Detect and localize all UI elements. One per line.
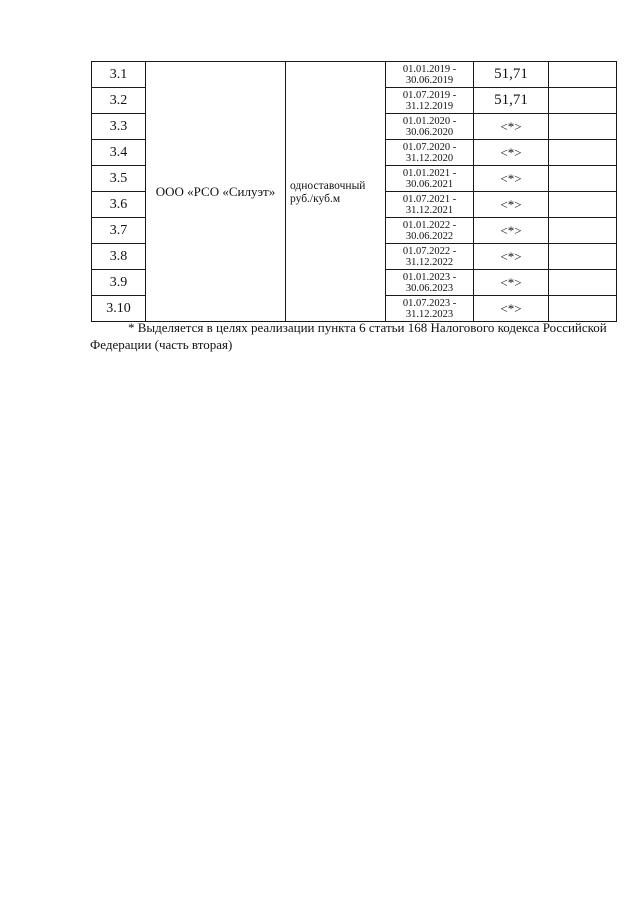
period-cell: 01.07.2019 - 31.12.2019 — [386, 88, 474, 114]
empty-cell — [549, 244, 617, 270]
empty-cell — [549, 218, 617, 244]
tariff-value: <*> — [474, 296, 549, 322]
tariff-value: 51,71 — [474, 62, 549, 88]
tariff-value: <*> — [474, 114, 549, 140]
row-number: 3.9 — [92, 270, 146, 296]
tariff-value: <*> — [474, 192, 549, 218]
row-number: 3.1 — [92, 62, 146, 88]
empty-cell — [549, 296, 617, 322]
empty-cell — [549, 114, 617, 140]
row-number: 3.2 — [92, 88, 146, 114]
tariff-value: 51,71 — [474, 88, 549, 114]
period-cell: 01.01.2022 - 30.06.2022 — [386, 218, 474, 244]
period-cell: 01.07.2020 - 31.12.2020 — [386, 140, 474, 166]
period-cell: 01.07.2022 - 31.12.2022 — [386, 244, 474, 270]
tariff-table — [91, 61, 617, 322]
empty-cell — [549, 192, 617, 218]
row-number: 3.3 — [92, 114, 146, 140]
period-cell: 01.01.2021 - 30.06.2021 — [386, 166, 474, 192]
period-cell: 01.07.2021 - 31.12.2021 — [386, 192, 474, 218]
row-number: 3.6 — [92, 192, 146, 218]
period-cell: 01.01.2020 - 30.06.2020 — [386, 114, 474, 140]
empty-cell — [549, 62, 617, 88]
period-cell: 01.07.2023 - 31.12.2023 — [386, 296, 474, 322]
empty-cell — [549, 88, 617, 114]
row-number: 3.5 — [92, 166, 146, 192]
table-row — [92, 62, 617, 88]
tariff-value: <*> — [474, 270, 549, 296]
tariff-value: <*> — [474, 166, 549, 192]
row-number: 3.4 — [92, 140, 146, 166]
footnote: * Выделяется в целях реализации пункта 6 статьи 168 Налогового кодекса Российской Федерации (часть вторая) — [90, 320, 607, 352]
tariff-value: <*> — [474, 244, 549, 270]
empty-cell — [549, 166, 617, 192]
organization-name: ООО «РСО «Силуэт» — [146, 62, 286, 322]
tariff-value: <*> — [474, 218, 549, 244]
empty-cell — [549, 140, 617, 166]
rate-type: одноставочный руб./куб.м — [286, 62, 386, 322]
tariff-value: <*> — [474, 140, 549, 166]
row-number: 3.8 — [92, 244, 146, 270]
row-number: 3.7 — [92, 218, 146, 244]
period-cell: 01.01.2023 - 30.06.2023 — [386, 270, 474, 296]
row-number: 3.10 — [92, 296, 146, 322]
period-cell: 01.01.2019 - 30.06.2019 — [386, 62, 474, 88]
empty-cell — [549, 270, 617, 296]
